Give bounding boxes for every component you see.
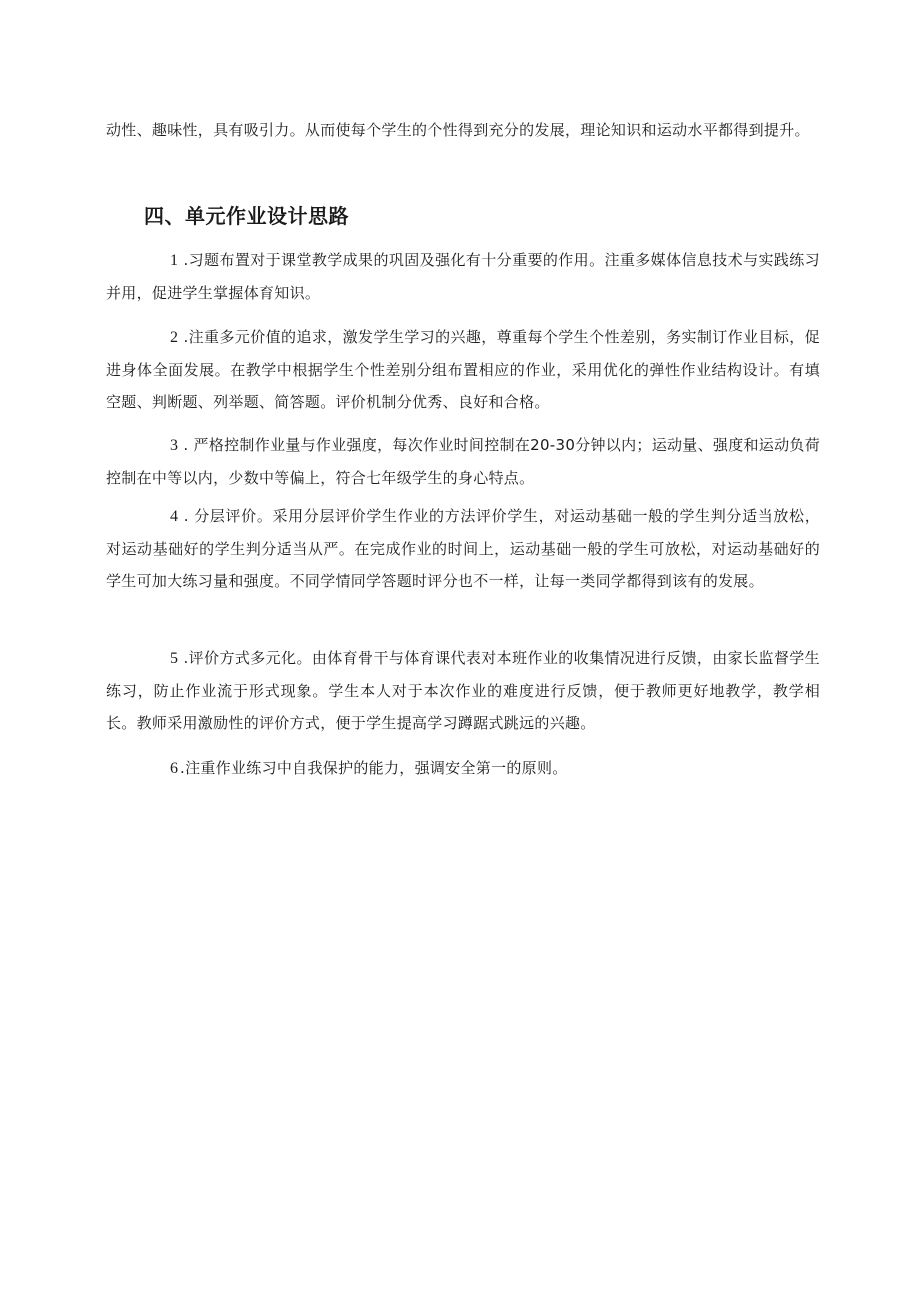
list-item bbox=[106, 244, 820, 309]
item-text: .习题布置对于课堂教学成果的巩固及强化有十分重要的作用。注重多媒体信息技术与实践练习并用，促进学生掌握体育知识。 bbox=[106, 251, 820, 302]
intro-continuation-paragraph: 动性、趣味性，具有吸引力。从而使每个学生的个性得到充分的发展，理论知识和运动水平都得到提升。 bbox=[106, 121, 810, 139]
list-item bbox=[106, 321, 820, 418]
item-text: .注重多元价值的追求，激发学生学习的兴趣，尊重每个学生个性差别，务实制订作业目标，促进身体全面发展。在教学中根据学生个性差别分组布置相应的作业，采用优化的弹性作业结构设计。有填空题、判断题、列举题、简答题。评价机制分优秀、良好和合格。 bbox=[106, 328, 820, 411]
item-number: 6 bbox=[170, 760, 179, 777]
item-number: 1 bbox=[170, 252, 179, 269]
item-number: 5 bbox=[170, 650, 179, 667]
list-item bbox=[106, 500, 820, 597]
item-number: 4 bbox=[170, 508, 179, 525]
item-text: . 分层评价。采用分层评价学生作业的方法评价学生，对运动基础一般的学生判分适当放松，对运动基础好的学生判分适当从严。在完成作业的时间上，运动基础一般的学生可放松，对运动基础好的学生可加大练习量和强度。不同学情同学答题时评分也不一样，让每一类同学都得到该有的发展。 bbox=[106, 507, 820, 590]
item-number: 3 bbox=[170, 437, 179, 454]
list-item bbox=[106, 752, 820, 785]
item-text: .注重作业练习中自我保护的能力，强调安全第一的原则。 bbox=[180, 759, 568, 777]
section-heading: 四、单元作业设计思路 bbox=[144, 204, 349, 228]
item-text: . 严格控制作业量与作业强度，每次作业时间控制在20-30分钟以内；运动量、强度和运动负荷控制在中等以内，少数中等偏上，符合七年级学生的身心特点。 bbox=[106, 436, 821, 487]
list-item bbox=[106, 642, 820, 739]
item-number: 2 bbox=[170, 329, 179, 346]
list-item bbox=[106, 429, 820, 494]
item-text: .评价方式多元化。由体育骨干与体育课代表对本班作业的收集情况进行反馈，由家长监督学生练习，防止作业流于形式现象。学生本人对于本次作业的难度进行反馈，便于教师更好地教学，教学相长。教师采用激励性的评价方式，便于学生提高学习蹲踞式跳远的兴趣。 bbox=[106, 649, 820, 732]
